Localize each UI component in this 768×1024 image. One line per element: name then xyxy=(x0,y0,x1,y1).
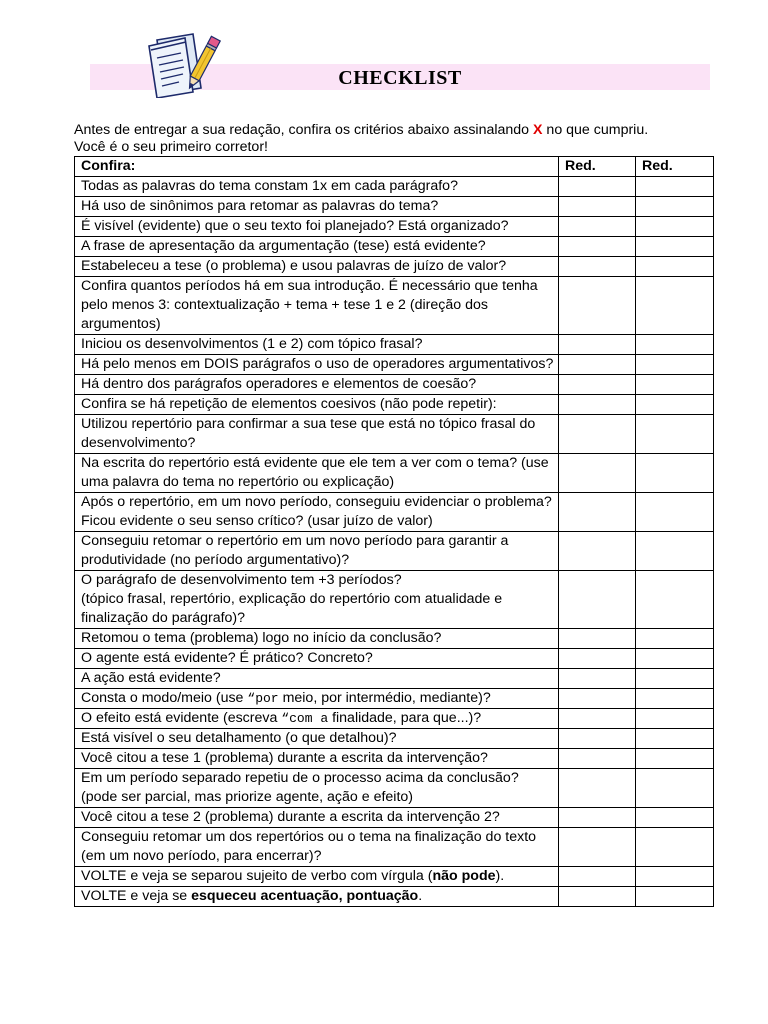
table-header-row xyxy=(75,157,714,177)
criterion-text: O parágrafo de desenvolvimento tem +3 períodos? xyxy=(81,572,402,588)
red-check-cell-2[interactable] xyxy=(636,237,714,257)
page-title: CHECKLIST xyxy=(338,67,462,89)
criterion-cell xyxy=(75,867,559,887)
criterion-cell xyxy=(75,375,559,395)
criterion-cell xyxy=(75,709,559,729)
criterion-text: Após o repertório, em um novo período, conseguiu evidenciar o problema? Ficou evidente o seu senso crítico? (usar juízo de valor) xyxy=(81,494,552,529)
criterion-text: Há pelo menos em DOIS parágrafos o uso de operadores argumentativos? xyxy=(81,356,554,372)
red-check-cell-2[interactable] xyxy=(636,649,714,669)
criterion-cell xyxy=(75,828,559,867)
red-check-cell-1[interactable] xyxy=(559,454,636,493)
red-check-cell-1[interactable] xyxy=(559,729,636,749)
red-check-cell-1[interactable] xyxy=(559,197,636,217)
criterion-text: Todas as palavras do tema constam 1x em cada parágrafo? xyxy=(81,178,458,194)
criterion-text-end: finalidade, para que...)? xyxy=(328,710,482,726)
red-check-cell-2[interactable] xyxy=(636,454,714,493)
red-check-cell-2[interactable] xyxy=(636,415,714,454)
red-check-cell-2[interactable] xyxy=(636,197,714,217)
table-row xyxy=(75,887,714,907)
criterion-cell xyxy=(75,277,559,335)
criterion-cell xyxy=(75,493,559,532)
instructions-line-2: Você é o seu primeiro corretor! xyxy=(74,139,268,155)
criterion-emphasis: esqueceu acentuação, pontuação xyxy=(191,888,419,904)
criterion-cell xyxy=(75,257,559,277)
red-check-cell-2[interactable] xyxy=(636,808,714,828)
criterion-text: Confira se há repetição de elementos coesivos (não pode repetir): xyxy=(81,396,497,412)
table-row xyxy=(75,532,714,571)
red-check-cell-1[interactable] xyxy=(559,867,636,887)
criterion-text: O agente está evidente? É prático? Concreto? xyxy=(81,650,373,666)
red-check-cell-1[interactable] xyxy=(559,689,636,709)
criterion-text: Utilizou repertório para confirmar a sua tese que está no tópico frasal do desenvolvimento? xyxy=(81,416,536,451)
table-row xyxy=(75,217,714,237)
criterion-cell xyxy=(75,689,559,709)
red-check-cell-2[interactable] xyxy=(636,629,714,649)
criterion-text: Há dentro dos parágrafos operadores e elementos de coesão? xyxy=(81,376,477,392)
table-row xyxy=(75,415,714,454)
table-row xyxy=(75,867,714,887)
criterion-cell xyxy=(75,887,559,907)
criterion-text-line-2: (tópico frasal, repertório, explicação do repertório com atualidade e finalização do parágrafo)? xyxy=(81,591,503,626)
red-check-cell-2[interactable] xyxy=(636,177,714,197)
red-check-cell-1[interactable] xyxy=(559,887,636,907)
table-row xyxy=(75,629,714,649)
criterion-emphasis: não pode xyxy=(432,868,496,884)
criterion-cell xyxy=(75,355,559,375)
criterion-text: Conseguiu retomar o repertório em um novo período para garantir a produtividade (no período argumentativo)? xyxy=(81,533,509,568)
criterion-cell xyxy=(75,237,559,257)
criterion-cell xyxy=(75,532,559,571)
table-row xyxy=(75,335,714,355)
red-check-cell-2[interactable] xyxy=(636,887,714,907)
red-check-cell-2[interactable] xyxy=(636,375,714,395)
table-row xyxy=(75,257,714,277)
criterion-cell xyxy=(75,769,559,808)
red-check-cell-1[interactable] xyxy=(559,257,636,277)
criterion-cell xyxy=(75,335,559,355)
criterion-text: Iniciou os desenvolvimentos (1 e 2) com tópico frasal? xyxy=(81,336,423,352)
criterion-cell xyxy=(75,649,559,669)
red-check-cell-2[interactable] xyxy=(636,277,714,335)
criterion-text: Na escrita do repertório está evidente que ele tem a ver com o tema? (use uma palavra do tema no repertório ou explicação) xyxy=(81,455,549,490)
criterion-cell xyxy=(75,395,559,415)
table-row xyxy=(75,769,714,808)
criterion-text: VOLTE e veja se separou sujeito de verbo com vírgula ( xyxy=(81,868,433,884)
criterion-cell xyxy=(75,669,559,689)
criterion-cell xyxy=(75,454,559,493)
criterion-cell xyxy=(75,749,559,769)
criterion-text-end: . xyxy=(418,888,423,904)
red-check-cell-1[interactable] xyxy=(559,493,636,532)
criterion-text: A ação está evidente? xyxy=(81,670,221,686)
criterion-text-end: ). xyxy=(495,868,505,884)
red-check-cell-1[interactable] xyxy=(559,177,636,197)
red-check-cell-1[interactable] xyxy=(559,669,636,689)
red-check-cell-1[interactable] xyxy=(559,395,636,415)
red-check-cell-1[interactable] xyxy=(559,355,636,375)
table-row xyxy=(75,669,714,689)
table-row xyxy=(75,749,714,769)
criterion-text: A frase de apresentação da argumentação (tese) está evidente? xyxy=(81,238,486,254)
red-check-cell-1[interactable] xyxy=(559,629,636,649)
red-check-cell-2[interactable] xyxy=(636,749,714,769)
criterion-text: Em um período separado repetiu de o processo acima da conclusão? (pode ser parcial, mas priorize agente, ação e efeito) xyxy=(81,770,519,805)
column-header-red-2: Red. xyxy=(636,157,714,177)
criterion-cell xyxy=(75,571,559,629)
table-row xyxy=(75,454,714,493)
criterion-text: Está visível o seu detalhamento (o que detalhou)? xyxy=(81,730,397,746)
red-check-cell-2[interactable] xyxy=(636,257,714,277)
criterion-cell xyxy=(75,808,559,828)
red-check-cell-1[interactable] xyxy=(559,769,636,808)
criterion-cell xyxy=(75,177,559,197)
red-check-cell-2[interactable] xyxy=(636,395,714,415)
red-check-cell-2[interactable] xyxy=(636,493,714,532)
red-check-cell-1[interactable] xyxy=(559,649,636,669)
table-row xyxy=(75,375,714,395)
red-check-cell-1[interactable] xyxy=(559,532,636,571)
red-check-cell-2[interactable] xyxy=(636,532,714,571)
criterion-cell xyxy=(75,217,559,237)
mark-symbol: X xyxy=(533,122,543,138)
instructions xyxy=(74,122,734,156)
red-check-cell-1[interactable] xyxy=(559,709,636,729)
criterion-text: Há uso de sinônimos para retomar as palavras do tema? xyxy=(81,198,439,214)
criterion-text: Confira quantos períodos há em sua introdução. É necessário que tenha pelo menos 3: contextualização + tema + tese 1 e 2 (direção dos argumentos) xyxy=(81,278,538,332)
criterion-cell xyxy=(75,729,559,749)
criterion-text: Estabeleceu a tese (o problema) e usou palavras de juízo de valor? xyxy=(81,258,507,274)
notepad-pencil-icon xyxy=(143,30,233,98)
criterion-text: VOLTE e veja se xyxy=(81,888,192,904)
red-check-cell-1[interactable] xyxy=(559,828,636,867)
instructions-text-end: no que cumpriu. xyxy=(542,122,649,138)
criterion-text: O efeito está evidente (escreva xyxy=(81,710,282,726)
red-check-cell-1[interactable] xyxy=(559,749,636,769)
criterion-cell xyxy=(75,415,559,454)
red-check-cell-1[interactable] xyxy=(559,277,636,335)
table-row xyxy=(75,395,714,415)
table-row xyxy=(75,808,714,828)
red-check-cell-2[interactable] xyxy=(636,355,714,375)
red-check-cell-1[interactable] xyxy=(559,375,636,395)
red-check-cell-2[interactable] xyxy=(636,217,714,237)
table-row xyxy=(75,571,714,629)
red-check-cell-2[interactable] xyxy=(636,867,714,887)
criterion-keyword: “por xyxy=(247,691,279,706)
criterion-text: Retomou o tema (problema) logo no início da conclusão? xyxy=(81,630,442,646)
criterion-text: É visível (evidente) que o seu texto foi planejado? Está organizado? xyxy=(81,218,509,234)
red-check-cell-2[interactable] xyxy=(636,571,714,629)
red-check-cell-2[interactable] xyxy=(636,769,714,808)
red-check-cell-2[interactable] xyxy=(636,689,714,709)
criterion-text: Consta o modo/meio (use xyxy=(81,690,248,706)
criterion-text: Você citou a tese 1 (problema) durante a escrita da intervenção? xyxy=(81,750,488,766)
instructions-line-1 xyxy=(74,122,734,139)
criterion-text: Conseguiu retomar um dos repertórios ou o tema na finalização do texto (em um novo período, para encerrar)? xyxy=(81,829,537,864)
criterion-cell xyxy=(75,629,559,649)
red-check-cell-1[interactable] xyxy=(559,415,636,454)
criterion-cell xyxy=(75,197,559,217)
column-header-criteria: Confira: xyxy=(75,157,559,177)
criterion-text: Você citou a tese 2 (problema) durante a escrita da intervenção 2? xyxy=(81,809,500,825)
table-row xyxy=(75,237,714,257)
red-check-cell-2[interactable] xyxy=(636,669,714,689)
table-row xyxy=(75,493,714,532)
red-check-cell-1[interactable] xyxy=(559,335,636,355)
red-check-cell-1[interactable] xyxy=(559,808,636,828)
column-header-red-1: Red. xyxy=(559,157,636,177)
table-row xyxy=(75,649,714,669)
checklist-table xyxy=(74,156,714,907)
red-check-cell-2[interactable] xyxy=(636,828,714,867)
red-check-cell-1[interactable] xyxy=(559,237,636,257)
table-row xyxy=(75,177,714,197)
instructions-text: Antes de entregar a sua redação, confira os critérios abaixo assinalando xyxy=(74,122,534,138)
red-check-cell-1[interactable] xyxy=(559,571,636,629)
red-check-cell-2[interactable] xyxy=(636,709,714,729)
table-row xyxy=(75,709,714,729)
red-check-cell-2[interactable] xyxy=(636,729,714,749)
table-row xyxy=(75,689,714,709)
red-check-cell-1[interactable] xyxy=(559,217,636,237)
red-check-cell-2[interactable] xyxy=(636,335,714,355)
table-row xyxy=(75,729,714,749)
table-row xyxy=(75,828,714,867)
table-row xyxy=(75,277,714,335)
table-row xyxy=(75,197,714,217)
table-row xyxy=(75,355,714,375)
criterion-keyword: “com a xyxy=(281,711,329,726)
criterion-text-end: meio, por intermédio, mediante)? xyxy=(278,690,491,706)
